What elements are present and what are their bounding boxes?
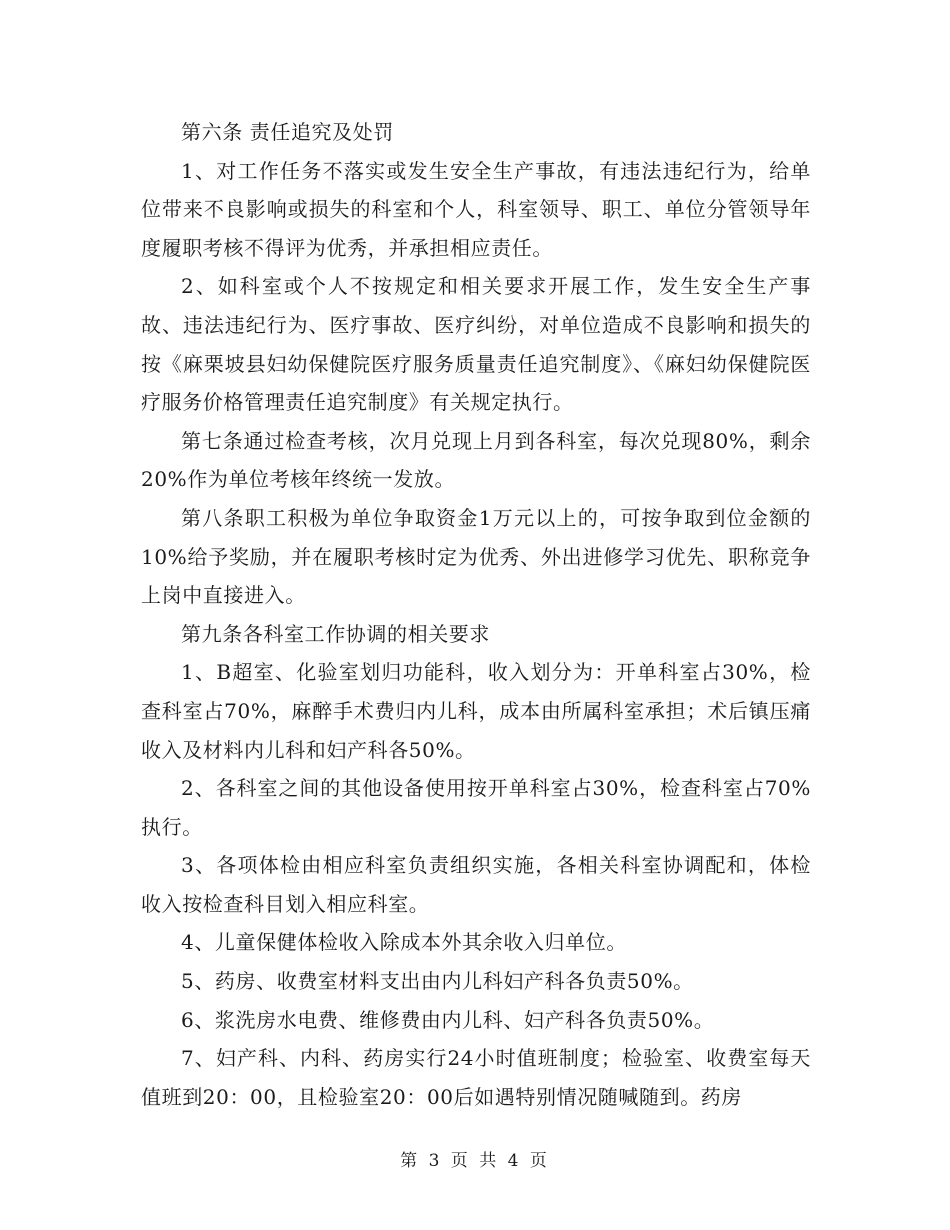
paragraph: 7、妇产科、内科、药房实行24小时值班制度；检验室、收费室每天值班到20：00，且检验室20：00后如遇特别情况随喊随到。药房 (141, 1046, 811, 1109)
paragraph-article-7: 第七条通过检查考核，次月兑现上月到各科室，每次兑现80%，剩余20%作为单位考核年终统一发放。 (141, 428, 811, 492)
paragraph: 3、各项体检由相应科室负责组织实施，各相关科室协调配和，体检收入按检查科目划入相应科室。 (141, 853, 811, 916)
document-body (141, 113, 811, 1116)
section-heading-article-9: 第九条各科室工作协调的相关要求 (181, 621, 490, 646)
paragraph: 4、儿童保健体检收入除成本外其余收入归单位。 (181, 930, 627, 955)
paragraph: 1、B超室、化验室划归功能科，收入划分为：开单科室占30%，检查科室占70%，麻醉手术费归内儿科，成本由所属科室承担；术后镇压痛收入及材料内儿科和妇产科各50%。 (141, 660, 811, 762)
paragraph: 2、各科室之间的其他设备使用按开单科室占30%，检查科室占70%执行。 (141, 776, 811, 839)
paragraph: 5、药房、收费室材料支出由内儿科妇产科各负责50%。 (181, 969, 694, 994)
paragraph: 1、对工作任务不落实或发生安全生产事故，有违法违纪行为，给单位带来不良影响或损失的科室和个人，科室领导、职工、单位分管领导年度履职考核不得评为优秀，并承担相应责任。 (141, 158, 811, 260)
paragraph-article-8: 第八条职工积极为单位争取资金1万元以上的，可按争取到位金额的10%给予奖励，并在履职考核时定为优秀、外出进修学习优先、职称竞争上岗中直接进入。 (141, 505, 811, 608)
paragraph: 6、浆洗房水电费、维修费由内儿科、妇产科各负责50%。 (181, 1007, 715, 1032)
page-footer: 第 3 页 共 4 页 (400, 1151, 550, 1171)
paragraph: 2、如科室或个人不按规定和相关要求开展工作，发生安全生产事故、违法违纪行为、医疗事故、医疗纠纷，对单位造成不良影响和损失的按《麻栗坡县妇幼保健院医疗服务质量责任追究制度》、《麻妇幼保健院医疗服务价格管理责任追究制度》有关规定执行。 (141, 274, 811, 415)
section-heading-article-6: 第六条 责任追究及处罚 (181, 120, 394, 144)
